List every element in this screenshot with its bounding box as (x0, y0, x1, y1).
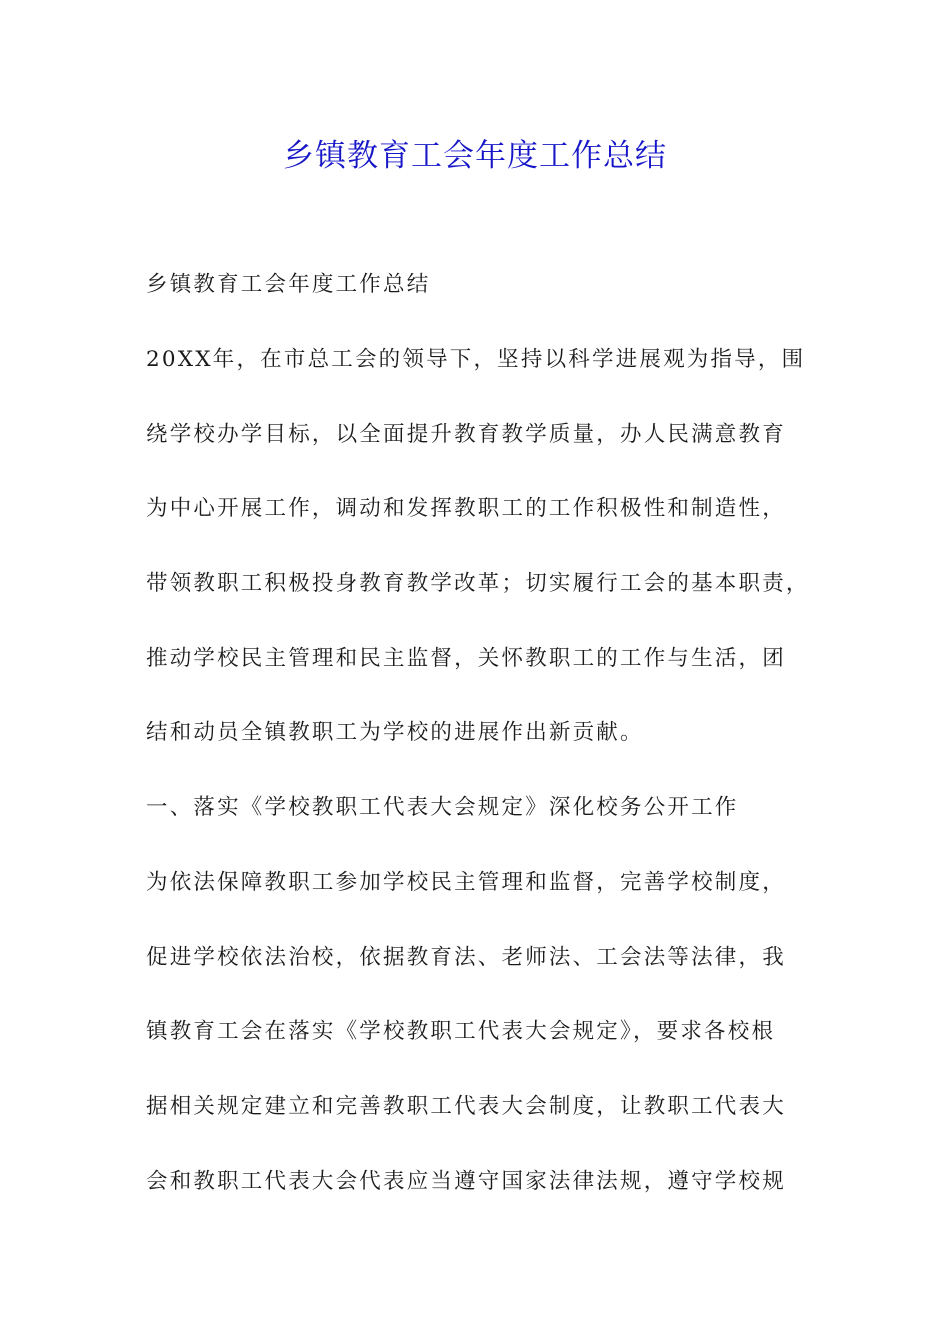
body-line: 结和动员全镇教职工为学校的进展作出新贡献。 (146, 720, 644, 745)
section-heading: 一、落实《学校教职工代表大会规定》深化校务公开工作 (146, 795, 739, 820)
body-line: 为中心开展工作，调动和发挥教职工的工作积极性和制造性， (146, 496, 786, 521)
body-line: 促进学校依法治校，依据教育法、老师法、工会法等法律，我 (146, 945, 786, 970)
body-line: 会和教职工代表大会代表应当遵守国家法律法规，遵守学校规 (146, 1169, 786, 1194)
subtitle-line: 乡镇教育工会年度工作总结 (146, 272, 431, 297)
body-line: 推动学校民主管理和民主监督，关怀教职工的工作与生活，团 (146, 646, 786, 671)
body-line: 镇教育工会在落实《学校教职工代表大会规定》，要求各校根 (146, 1019, 776, 1044)
body-line: 据相关规定建立和完善教职工代表大会制度，让教职工代表大 (146, 1094, 786, 1119)
body-line: 带领教职工积极投身教育教学改革；切实履行工会的基本职责， (146, 571, 810, 596)
body-line: 绕学校办学目标，以全面提升教育教学质量，办人民满意教育 (146, 422, 786, 447)
body-line: 20XX年，在市总工会的领导下，坚持以科学进展观为指导，围 (146, 347, 806, 372)
body-line: 为依法保障教职工参加学校民主管理和监督，完善学校制度， (146, 870, 786, 895)
document-title: 乡镇教育工会年度工作总结 (283, 138, 667, 174)
